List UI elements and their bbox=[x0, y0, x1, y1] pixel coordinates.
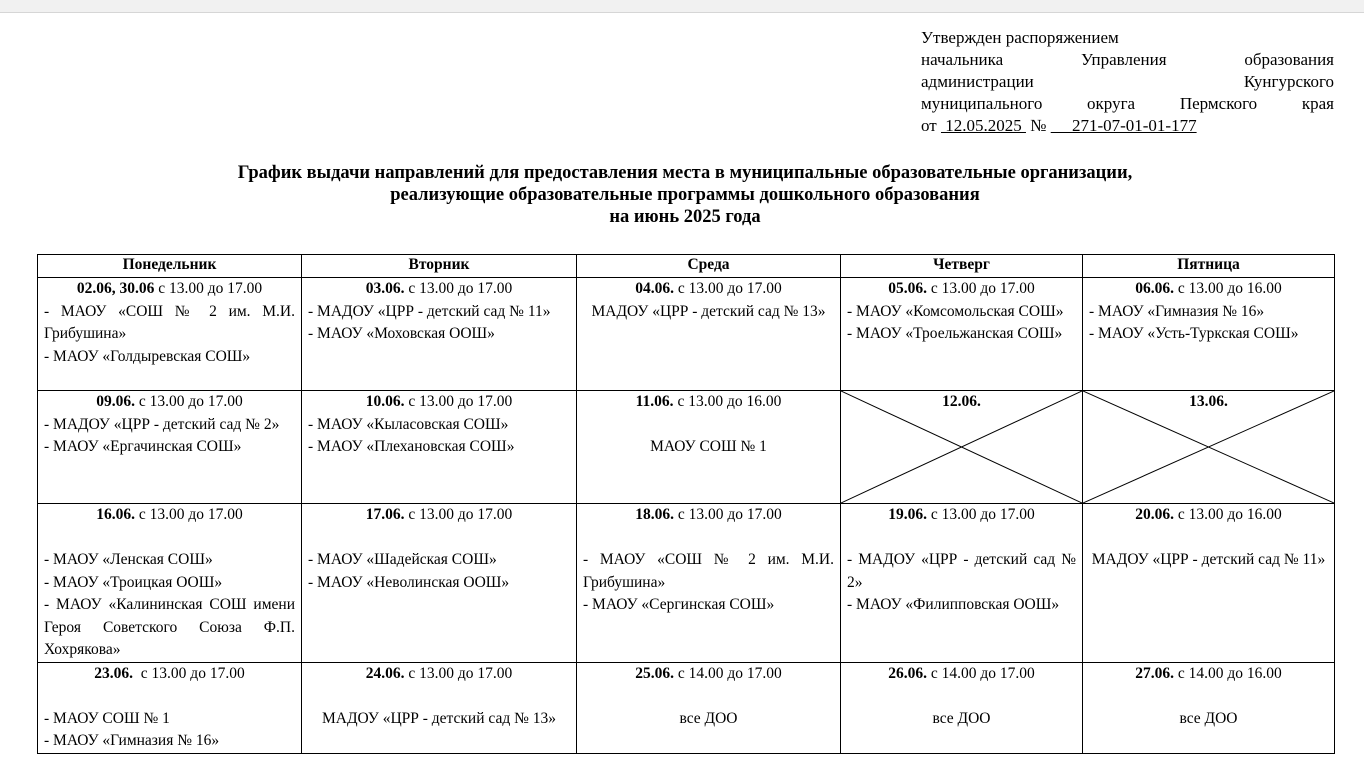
list-item: - МАОУ «Кыласовская СОШ» bbox=[308, 415, 509, 433]
list-item: - МАДОУ «ЦРР - детский сад № 2» bbox=[44, 415, 280, 433]
cell-date: 09.06. bbox=[96, 393, 135, 410]
table-cell bbox=[841, 278, 1083, 391]
table-row bbox=[38, 278, 1335, 391]
approval-line-4: муниципального округа Пермского края bbox=[921, 94, 1334, 113]
list-item: - МАОУ «Усть-Туркская СОШ» bbox=[1089, 325, 1299, 342]
approval-number-label: № bbox=[1030, 116, 1047, 135]
cell-date: 18.06. bbox=[635, 506, 674, 523]
cell-time: с 13.00 до 17.00 bbox=[673, 280, 782, 297]
approval-line-3: администрации Кунгурского bbox=[921, 72, 1334, 91]
cell-date: 02.06, 30.06 bbox=[76, 280, 155, 297]
table-cell bbox=[577, 662, 841, 753]
cell-date: 12.06. bbox=[942, 393, 981, 410]
table-cell bbox=[38, 391, 302, 504]
table-header-row bbox=[38, 255, 1335, 278]
cell-time: с 13.00 до 17.00 bbox=[404, 664, 513, 682]
table-cell bbox=[841, 662, 1083, 753]
cell-time: с 13.00 до 17.00 bbox=[134, 393, 243, 410]
cell-time: с 13.00 до 17.00 bbox=[134, 506, 243, 523]
approval-block bbox=[921, 27, 1334, 137]
cell-time: с 14.00 до 16.00 bbox=[1173, 664, 1282, 682]
cell-date: 16.06. bbox=[96, 506, 135, 523]
table-cell bbox=[38, 278, 302, 391]
cell-date: 03.06. bbox=[365, 280, 405, 297]
list-item: - МАОУ «Ленская СОШ» bbox=[44, 551, 213, 568]
cell-date: 05.06. bbox=[888, 280, 927, 297]
header-tuesday: Вторник bbox=[302, 255, 577, 278]
cell-time: с 13.00 до 17.00 bbox=[404, 280, 513, 297]
table-cell bbox=[1083, 278, 1335, 391]
title-line-1: График выдачи направлений для предоставления места в муниципальные образовательные организации, bbox=[237, 163, 1133, 183]
table-row bbox=[38, 391, 1335, 504]
cell-date: 06.06. bbox=[1135, 280, 1174, 297]
cell-date: 13.06. bbox=[1189, 393, 1228, 410]
list-item: - МАОУ «Моховская ООШ» bbox=[308, 325, 495, 342]
table-row bbox=[38, 504, 1335, 663]
list-item: - МАОУ «Комсомольская СОШ» bbox=[847, 302, 1064, 320]
cell-time: с 13.00 до 17.00 bbox=[404, 393, 513, 410]
list-item: - МАОУ «Плехановская СОШ» bbox=[308, 438, 515, 455]
table-cell-holiday bbox=[1083, 391, 1335, 504]
header-friday: Пятница bbox=[1083, 255, 1335, 278]
document-title bbox=[60, 162, 1310, 228]
header-monday: Понедельник bbox=[38, 255, 302, 278]
cell-date: 23.06. bbox=[94, 664, 134, 682]
list-item: - МАОУ СОШ № 1 bbox=[44, 709, 170, 727]
list-item: - МАОУ «Калининская СОШ имени Героя Советского Союза Ф.П. Хохрякова» bbox=[44, 596, 295, 658]
list-item: - МАОУ «СОШ № 2 им. М.И. Грибушина» bbox=[583, 551, 834, 591]
table-row bbox=[38, 662, 1335, 753]
approval-from-label: от bbox=[921, 116, 937, 135]
list-item: - МАОУ «Троельжанская СОШ» bbox=[847, 325, 1063, 342]
list-item: все ДОО bbox=[1179, 709, 1238, 727]
table-cell bbox=[302, 662, 577, 753]
list-item: - МАОУ «Гимназия № 16» bbox=[44, 732, 220, 749]
table-cell bbox=[38, 662, 302, 753]
cell-date: 20.06. bbox=[1135, 506, 1174, 523]
list-item: - МАОУ «Неволинская ООШ» bbox=[308, 573, 510, 591]
list-item: - МАОУ «Шадейская СОШ» bbox=[308, 551, 497, 568]
table-cell bbox=[577, 278, 841, 391]
cell-date: 19.06. bbox=[888, 506, 927, 523]
list-item: - МАОУ «Филипповская ООШ» bbox=[847, 596, 1060, 613]
table-cell bbox=[1083, 662, 1335, 753]
list-item: - МАОУ «Ергачинская СОШ» bbox=[44, 438, 242, 455]
table-cell bbox=[302, 278, 577, 391]
list-item: - МАОУ «СОШ № 2 им. М.И. Грибушина» bbox=[44, 302, 295, 342]
list-item: все ДОО bbox=[679, 709, 738, 727]
list-item: - МАОУ «Гимназия № 16» bbox=[1089, 302, 1265, 320]
cell-time: с 13.00 до 17.00 bbox=[133, 664, 245, 682]
table-cell bbox=[577, 504, 841, 663]
cell-time: с 13.00 до 16.00 bbox=[673, 393, 782, 410]
cell-time: с 13.00 до 16.00 bbox=[1173, 280, 1282, 297]
list-item: МАДОУ «ЦРР - детский сад № 13» bbox=[591, 302, 826, 320]
list-item: - МАДОУ «ЦРР - детский сад № 11» bbox=[308, 302, 551, 320]
list-item: МАОУ СОШ № 1 bbox=[650, 438, 767, 455]
title-line-2: реализующие образовательные программы дошкольного образования bbox=[390, 185, 980, 205]
approval-line-2: начальника Управления образования bbox=[921, 50, 1334, 69]
table-cell bbox=[577, 391, 841, 504]
cell-date: 04.06. bbox=[635, 280, 674, 297]
cell-time: с 14.00 до 17.00 bbox=[926, 664, 1035, 682]
cell-date: 17.06. bbox=[365, 506, 405, 523]
cell-time: с 13.00 до 16.00 bbox=[1173, 506, 1282, 523]
list-item: - МАОУ «Троицкая ООШ» bbox=[44, 573, 223, 591]
cell-date: 11.06. bbox=[635, 393, 674, 410]
cell-date: 24.06. bbox=[365, 664, 405, 682]
list-item: все ДОО bbox=[932, 709, 991, 727]
table-cell bbox=[1083, 504, 1335, 663]
cell-date: 25.06. bbox=[635, 664, 674, 682]
cell-time: с 13.00 до 17.00 bbox=[673, 506, 782, 523]
cell-time: с 13.00 до 17.00 bbox=[154, 280, 263, 297]
cell-date: 10.06. bbox=[365, 393, 405, 410]
list-item: - МАОУ «Голдыревская СОШ» bbox=[44, 347, 251, 365]
header-wednesday: Среда bbox=[577, 255, 841, 278]
list-item: - МАДОУ «ЦРР - детский сад № 2» bbox=[847, 551, 1076, 591]
cell-time: с 13.00 до 17.00 bbox=[404, 506, 513, 523]
viewer-toolbar bbox=[0, 0, 1364, 13]
list-item: МАДОУ «ЦРР - детский сад № 13» bbox=[321, 709, 557, 727]
cell-date: 27.06. bbox=[1135, 664, 1174, 682]
header-thursday: Четверг bbox=[841, 255, 1083, 278]
table-cell bbox=[38, 504, 302, 663]
cell-time: с 13.00 до 17.00 bbox=[926, 280, 1035, 297]
list-item: - МАОУ «Сергинская СОШ» bbox=[583, 596, 775, 613]
cell-date: 26.06. bbox=[888, 664, 927, 682]
table-cell bbox=[302, 504, 577, 663]
table-cell-holiday bbox=[841, 391, 1083, 504]
table-cell bbox=[302, 391, 577, 504]
cell-time: с 13.00 до 17.00 bbox=[926, 506, 1035, 523]
approval-number: 271-07-01-01-177 bbox=[1050, 116, 1197, 135]
table-cell bbox=[841, 504, 1083, 663]
title-line-3: на июнь 2025 года bbox=[609, 207, 761, 227]
approval-line-5 bbox=[921, 115, 1334, 137]
cell-time: с 14.00 до 17.00 bbox=[673, 664, 782, 682]
list-item: МАДОУ «ЦРР - детский сад № 11» bbox=[1091, 551, 1326, 568]
approval-date: 12.05.2025 bbox=[940, 116, 1026, 135]
schedule-table bbox=[37, 254, 1335, 754]
approval-line-1: Утвержден распоряжением bbox=[921, 28, 1119, 47]
